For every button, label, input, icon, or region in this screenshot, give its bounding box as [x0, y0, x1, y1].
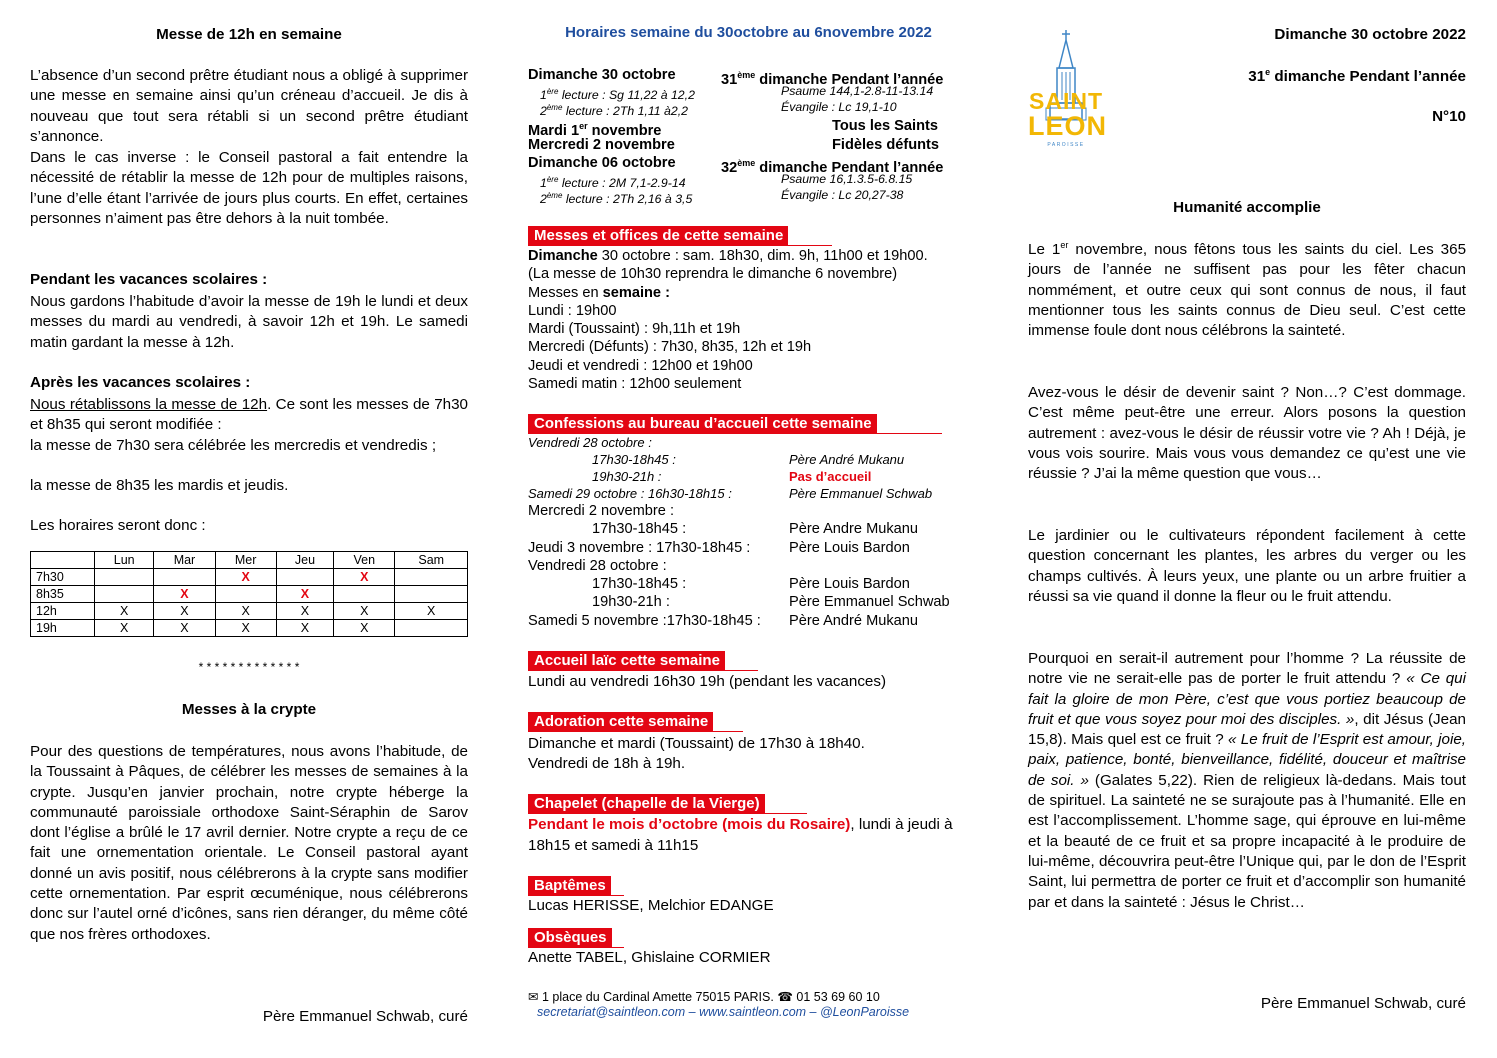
table-cell [95, 569, 154, 586]
table-cell [154, 569, 215, 586]
confession-row [528, 557, 973, 575]
sunday-number: 31 [1248, 68, 1266, 86]
reading-num: 1 [540, 176, 547, 191]
confession-row [528, 575, 973, 593]
table-cell: X [395, 603, 468, 620]
table-cell: X [276, 620, 333, 637]
confessions-header-line [528, 414, 942, 434]
reading-sup: ème [546, 191, 563, 201]
p1-rest: novembre, nous fêtons tous les saints du ciel. Les 365 jours de l’année ne suffisent pas pour les fêter chacun nommément, et outre ceux qui sont connus de nous, il faut mentionner tous les saints connus de Dieu seul. C’est cette immense foule dont nous célébrons la sainteté. [1028, 241, 1467, 340]
confession-time: 19h30-21h : [592, 469, 662, 484]
confession-time: Samedi 29 octobre : 16h30-18h15 : [528, 486, 732, 501]
reading-sup: ème [546, 103, 563, 113]
messes-line: Jeudi et vendredi : 12h00 et 19h00 [528, 357, 753, 374]
confession-time: 17h30-18h45 : [592, 576, 687, 593]
baptemes-text: Lucas HERISSE, Melchior EDANGE [528, 897, 774, 914]
confession-priest: Père Emmanuel Schwab [789, 486, 933, 501]
confession-date: Vendredi 28 octobre : [528, 435, 652, 450]
contact-line [528, 989, 880, 1004]
phone-icon: ☎ [777, 990, 793, 1004]
mail-icon: ✉ [528, 990, 539, 1004]
p4-quote: « Ce qui fait la gloire de mon Père, c’est que vous portiez beaucoup de fruit et que vous soyez pour moi des disciples. » [1028, 670, 1466, 728]
underlined-text: Nous rétablissons la messe de 12h [30, 396, 268, 413]
table-header-cell: Mar [154, 552, 215, 569]
table-header-cell: Sam [395, 552, 468, 569]
messes-line [528, 247, 973, 265]
confession-time: 17h30-18h45 : [592, 521, 687, 538]
baptemes-header-line [528, 876, 624, 896]
editorial-title: Humanité accomplie [1173, 199, 1321, 216]
logo-paroisse: PAROISSE [1047, 142, 1085, 148]
editorial-p3: Le jardinier ou le cultivateurs répondent facilement à cette question concernant les plantes, les arbres du verger ou les champs cultivés. À leurs yeux, une plante ou un arbre fruitier a réussi sa vie quand il donne la fleur ou le fruit attendu. [1028, 527, 1466, 605]
table-cell [215, 586, 276, 603]
reading-sup: ère [546, 87, 559, 97]
reading-row [528, 100, 973, 117]
messes-bold: semaine : [602, 284, 670, 301]
table-cell [276, 569, 333, 586]
table-cell [334, 586, 395, 603]
reading-num: 1 [540, 88, 547, 103]
schedule-table [30, 551, 468, 637]
table-cell: X [334, 569, 395, 586]
p4-text: Pourquoi en serait-il autrement pour l’homme ? La réussite de notre vie ne serait-elle pas de porter le fruit attendu ? [1028, 650, 1466, 688]
confession-priest: Père Emmanuel Schwab [789, 594, 950, 611]
table-cell: X [154, 620, 215, 637]
web-links[interactable]: secretariat@saintleon.com – www.saintleon.com – @LeonParoisse [537, 1005, 910, 1019]
chapelet-rest: , lundi à jeudi à 18h15 et samedi à 11h15 [528, 816, 953, 854]
paragraph-cas-inverse: Dans le cas inverse : le Conseil pastoral a fait entendre la nécessité de rétablir la messe de 12h pour de multiples raisons, l’une d’elle étant l’arrivée de jours plus courts. En effet, certaines personnes n’aiment pas être dehors à la nuit tombée. [30, 149, 468, 227]
address-text: 1 place du Cardinal Amette 75015 PARIS. [541, 990, 774, 1004]
table-header-cell: Ven [334, 552, 395, 569]
line-8h35: la messe de 8h35 les mardis et jeudis. [30, 477, 289, 494]
confession-priest: Père André Mukanu [789, 612, 918, 629]
table-cell: X [276, 603, 333, 620]
chapelet-red: Pendant le mois d’octobre (mois du Rosaire) [528, 816, 851, 833]
table-cell: X [215, 620, 276, 637]
date-label: Mercredi 2 novembre [528, 136, 675, 153]
table-header-row [31, 552, 468, 569]
section-title-messe-12h: Messe de 12h en semaine [156, 26, 342, 43]
table-corner [31, 552, 95, 569]
confession-row [528, 539, 973, 557]
table-cell: X [334, 603, 395, 620]
reading-text: lecture : Sg 11,22 à 12,2 [558, 88, 695, 103]
chapelet-text [528, 815, 973, 856]
confession-priest: Père Andre Mukanu [789, 521, 918, 538]
messes-line: (La messe de 10h30 reprendra le dimanche 6 novembre) [528, 266, 898, 283]
paragraph-absence: L’absence d’un second prêtre étudiant nous a obligé à supprimer une messe en semaine ainsi qu’un créneau d’accueil. Je dis à nouveau que tout sera rétabli si un second prêtre étudiant s’annonce. [30, 67, 468, 145]
row-label: 19h [31, 620, 95, 637]
obseques-text: Anette TABEL, Ghislaine CORMIER [528, 949, 771, 966]
psalm-text: Psaume 16,1.3.5-6.8.15 [781, 172, 913, 187]
sunday-text: dimanche Pendant l’année [1270, 68, 1466, 86]
paragraph-crypte: Pour des questions de températures, nous avons l’habitude, de la Toussaint à Pâques, de célébrer les messes de semaines à la crypte. Jusqu’en janvier prochain, notre crypte héberge la communauté paroissiale orthodoxe Saint-Séraphin de Sarov dont l’église a brûlé le 17 avril dernier. Notre crypte a reçu de ce fait une ornementation orientale. Le Conseil pastoral ayant donné un avis positif, nous célébrerons à la crypte sans modifier cette ornementation. Par esprit œcuménique, nous célébrerons donc sur l’autel orné d’icônes, sans rien déranger, du même côté que nos frères orthodoxes. [30, 743, 468, 943]
accueil-text: Lundi au vendredi 16h30 19h (pendant les vacances) [528, 673, 887, 690]
confessions-header: Confessions au bureau d’accueil cette semaine [528, 414, 877, 433]
confession-row [528, 468, 973, 485]
reading-row [528, 188, 973, 205]
confession-priest: Père Louis Bardon [789, 539, 910, 556]
sunday-text: dimanche Pendant l’année [755, 71, 944, 88]
row-label: 12h [31, 603, 95, 620]
table-cell: X [95, 620, 154, 637]
table-cell: X [334, 620, 395, 637]
confession-priest: Père Louis Bardon [789, 576, 910, 593]
signature-right: Père Emmanuel Schwab, curé [1260, 995, 1466, 1012]
row-label: 8h35 [31, 586, 95, 603]
chapelet-header: Chapelet (chapelle de la Vierge) [528, 794, 765, 813]
subtitle-apres-vacances: Après les vacances scolaires : [30, 374, 251, 391]
confession-time: Jeudi 3 novembre : 17h30-18h45 : [528, 539, 751, 556]
reading-num: 2 [540, 192, 547, 207]
table-cell: X [215, 603, 276, 620]
liturgy-schedule [528, 66, 973, 205]
table-cell: X [215, 569, 276, 586]
adoration-header: Adoration cette semaine [528, 712, 713, 731]
gospel-text: Évangile : Lc 20,27-38 [781, 188, 904, 203]
confession-row [528, 485, 973, 502]
confession-row [528, 434, 973, 451]
accueil-header-line [528, 651, 758, 671]
table-row [31, 620, 468, 637]
psalm-text: Psaume 144,1-2.8-11-13.14 [781, 84, 934, 99]
messes-text: Messes en [528, 284, 603, 301]
logo-leon: LEON [1028, 111, 1108, 141]
confession-date: Vendredi 28 octobre : [528, 557, 667, 574]
accueil-header: Accueil laïc cette semaine [528, 651, 725, 670]
table-cell [395, 586, 468, 603]
sunday-number: 32 [721, 159, 738, 176]
confession-time: 17h30-18h45 : [592, 452, 676, 467]
messes-bold: Dimanche [528, 248, 598, 264]
p1-sup: er [1060, 239, 1069, 250]
sunday-sup: ème [737, 157, 756, 168]
confession-row [528, 593, 973, 611]
feast-label: Fidèles défunts [832, 136, 940, 153]
baptemes-header: Baptêmes [528, 876, 611, 895]
obseques-header: Obsèques [528, 928, 612, 947]
adoration-line: Vendredi de 18h à 19h. [528, 755, 686, 772]
p4-text: (Galates 5,22). Rien de religieux là-dedans. Mais tout de spirituel. La sainteté ne se surajoute pas à l’humanité. Elle en est l’accomplissement. L’homme sage, qui éprouve en lui-même et la beauté de ce fruit et sa propre incapacité à le produire de lui-même, découvrira peut-être l’Unique qui, par le don de l’Esprit Saint, lui permettra de porter ce fruit et d’accomplir son humanité par et dans la sainteté : Jésus le Christ… [1028, 771, 1466, 911]
signature-left: Père Emmanuel Schwab, curé [262, 1008, 468, 1025]
subtitle-vacances: Pendant les vacances scolaires : [30, 271, 268, 288]
adoration-line: Dimanche et mardi (Toussaint) de 17h30 à 18h40. [528, 735, 865, 752]
confessions-block [528, 434, 973, 630]
date-label: Dimanche 30 octobre [528, 67, 676, 83]
paragraph-vacances: Nous gardons l’habitude d’avoir la messe de 19h le lundi et deux messes du mardi au vendredi, à savoir 12h et 19h. Le samedi matin gardant la messe à 12h. [30, 293, 468, 351]
messes-text: 30 octobre : sam. 18h30, dim. 9h, 11h00 et 19h00. [597, 248, 928, 264]
phone-text: 01 53 69 60 10 [796, 990, 880, 1004]
editorial-p2: Avez-vous le désir de devenir saint ? Non…? C’est dommage. C’est même peut-être une erreur. Alors posons la question autrement : avez-vous le désir de réussir votre vie ? Ah ! Déjà, je vous vois sourire. Mais vous vous demandez ce qu’est une vie réussie ? J’ai la même question que vous… [1028, 384, 1466, 483]
messes-line [528, 284, 973, 302]
stars-divider: * * * * * * * * * * * * * [198, 660, 300, 674]
sunday-text: dimanche Pendant l’année [755, 159, 944, 176]
editorial-p4 [1028, 649, 1466, 913]
confession-row [528, 502, 973, 520]
reading-text: lecture : 2Th 2,16 à 3,5 [562, 192, 693, 207]
table-header-cell: Jeu [276, 552, 333, 569]
schedule-row [528, 66, 973, 88]
table-row [31, 586, 468, 603]
table-cell: X [154, 603, 215, 620]
schedule-row [528, 117, 973, 140]
p1-start: Le 1 [1028, 241, 1061, 258]
date-label: Dimanche 06 octobre [528, 154, 676, 171]
date-text: Mardi 1 [528, 123, 580, 140]
confession-row [528, 612, 973, 630]
table-cell [395, 620, 468, 637]
editorial-p1 [1028, 240, 1466, 341]
reading-sup: ère [546, 175, 559, 185]
table-row [31, 569, 468, 586]
messes-header: Messes et offices de cette semaine [528, 226, 788, 245]
confession-time: Samedi 5 novembre :17h30-18h45 : [528, 612, 761, 629]
table-cell [95, 586, 154, 603]
after-text: . Ce sont les messes de 7h30 et 8h35 qui seront modifiée : [30, 396, 468, 434]
table-header-cell: Lun [95, 552, 154, 569]
schedule-row [528, 154, 973, 176]
date-text: novembre [587, 123, 662, 140]
sunday-sup: ème [737, 70, 756, 80]
table-cell: X [95, 603, 154, 620]
reading-text: lecture : 2Th 1,11 à2,2 [562, 104, 688, 119]
table-cell [395, 569, 468, 586]
section-title-crypte: Messes à la crypte [181, 701, 317, 718]
week-title: Horaires semaine du 30octobre au 6novembre 2022 [565, 24, 932, 41]
obseques-header-line [528, 928, 624, 948]
messes-block [528, 247, 973, 393]
confession-date: Mercredi 2 novembre : [528, 503, 674, 519]
table-cell: X [276, 586, 333, 603]
sunday-sup: e [1265, 67, 1271, 77]
messes-line: Lundi : 19h00 [528, 302, 617, 319]
confession-time: 19h30-21h : [592, 594, 670, 611]
sunday-title [1248, 67, 1466, 85]
messes-line: Mercredi (Défunts) : 7h30, 8h35, 12h et 19h [528, 339, 812, 356]
messes-header-line [528, 226, 832, 246]
reading-left [540, 188, 692, 208]
line-7h30: la messe de 7h30 sera célébrée les mercredis et vendredis ; [30, 437, 437, 454]
messes-line: Mardi (Toussaint) : 9h,11h et 19h [528, 321, 741, 338]
paragraph-apres-vacances [30, 395, 468, 436]
reading-row [528, 172, 973, 191]
reading-num: 2 [540, 104, 547, 119]
schedule-row [528, 136, 973, 154]
issue-date: Dimanche 30 octobre 2022 [1274, 26, 1466, 43]
p4-text: , dit Jésus (Jean 15,8). Mais quel est ce fruit ? [1028, 710, 1466, 749]
sunday-number: 31 [721, 71, 738, 88]
confession-priest: Père André Mukanu [789, 452, 905, 467]
adoration-header-line [528, 712, 743, 732]
table-row [31, 603, 468, 620]
p4-quote: « Le fruit de l’Esprit est amour, joie, paix, patience, bonté, bienveillance, fidélité, douceur et maîtrise de soi. » [1028, 731, 1466, 789]
gospel-text: Évangile : Lc 19,1-10 [781, 100, 897, 115]
confession-row [528, 451, 973, 468]
logo-saint: SAINT [1029, 88, 1103, 114]
chapelet-header-line [528, 794, 807, 814]
date-sup: er [579, 121, 588, 132]
messes-line: Samedi matin : 12h00 seulement [528, 376, 742, 393]
reading-text: lecture : 2M 7,1-2.9-14 [558, 176, 686, 191]
feast-label: Tous les Saints [832, 118, 938, 135]
row-label: 7h30 [31, 569, 95, 586]
issue-number: N°10 [1432, 108, 1466, 125]
table-header-cell: Mer [215, 552, 276, 569]
horaires-label: Les horaires seront donc : [30, 517, 206, 534]
confession-priest: Pas d’accueil [789, 469, 872, 484]
confession-row [528, 520, 973, 538]
table-cell: X [154, 586, 215, 603]
reading-row [528, 84, 973, 103]
